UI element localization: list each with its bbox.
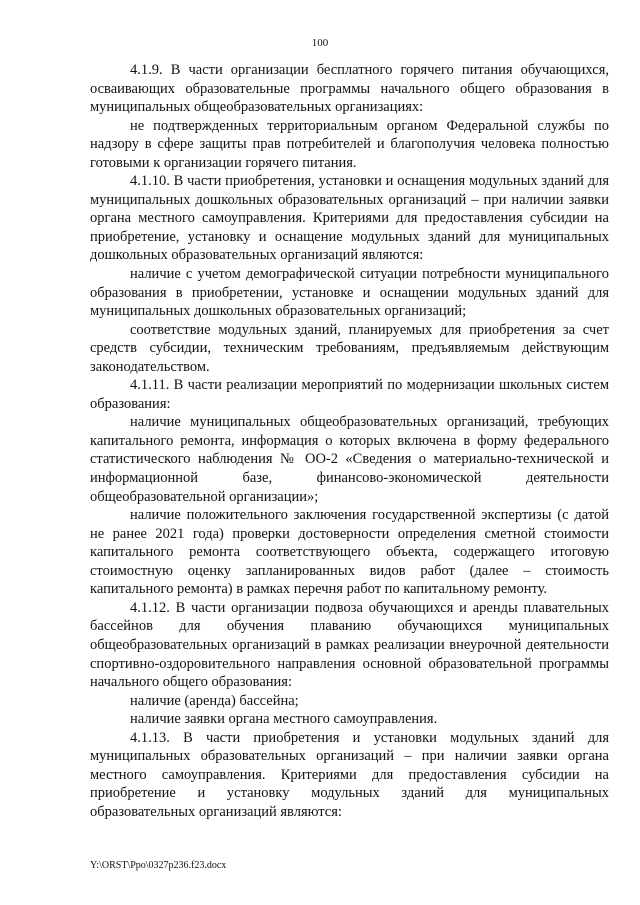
- paragraph-4-1-11: 4.1.11. В части реализации мероприятий по модернизации школьных систем образования:: [90, 377, 609, 412]
- paragraph-capital-repair-need: наличие муниципальных общеобразовательных организаций, требующих капитального ремонта, информация о которых включена в форму федерального статистического наблюдения № ОО-2 «Сведения о материально-технической и информационной базе, финансово-экономической деятельности общеобразовательной организации»;: [90, 414, 609, 505]
- paragraph-hot-meals-condition: не подтвержденных территориальным органом Федеральной службы по надзору в сфере защиты прав потребителей и благополучия человека полностью готовыми к организации горячего питания.: [90, 117, 609, 171]
- footer-file-path: Y:\ORST\Ppo\0327p236.f23.docx: [90, 860, 227, 871]
- paragraph-4-1-13: 4.1.13. В части приобретения и установки модульных зданий для муниципальных образовательных организаций – при наличии заявки органа местного самоуправления. Критериями для предоставления субсидии на приобретение и установку модульных зданий для муниципальных образовательных организаций являются:: [90, 729, 609, 820]
- paragraph-technical-compliance: соответствие модульных зданий, планируемых для приобретения за счет средств субсидии, техническим требованиям, предъявляемым действующим законодательством.: [90, 321, 609, 375]
- page-number: 100: [311, 37, 329, 49]
- document-body: [90, 61, 609, 821]
- paragraph-4-1-12: 4.1.12. В части организации подвоза обучающихся и аренды плавательных бассейнов для обучения плаванию обучающихся муниципальных общеобразовательных организаций в рамках реализации внеурочной деятельности спортивно-оздоровительного направления основной образовательной программы начального общего образования:: [90, 599, 609, 691]
- paragraph-4-1-9: 4.1.9. В части организации бесплатного горячего питания обучающихся, осваивающих образовательные программы начального общего образования в муниципальных общеобразовательных организациях:: [90, 62, 609, 116]
- paragraph-demographic-need: наличие с учетом демографической ситуации потребности муниципального образования в приобретении, установке и оснащении модульных зданий для муниципальных дошкольных образовательных организаций;: [90, 266, 609, 320]
- paragraph-pool-rental: наличие (аренда) бассейна;: [130, 692, 299, 709]
- paragraph-application: наличие заявки органа местного самоуправления.: [130, 711, 438, 728]
- paragraph-state-expertise: наличие положительного заключения государственной экспертизы (с датой не ранее 2021 года) проверки достоверности определения сметной стоимости капитального ремонта соответствующего объекта, содержащего итоговую стоимостную оценку запланированных видов работ (далее – стоимость капитального ремонта) в рамках перечня работ по капитальному ремонту.: [90, 507, 609, 598]
- paragraph-4-1-10: 4.1.10. В части приобретения, установки и оснащения модульных зданий для муниципальных дошкольных образовательных организаций – при наличии заявки органа местного самоуправления. Критериями для предоставления субсидии на приобретение, установку и оснащение модульных зданий для муниципальных дошкольных образовательных организаций являются:: [90, 173, 609, 264]
